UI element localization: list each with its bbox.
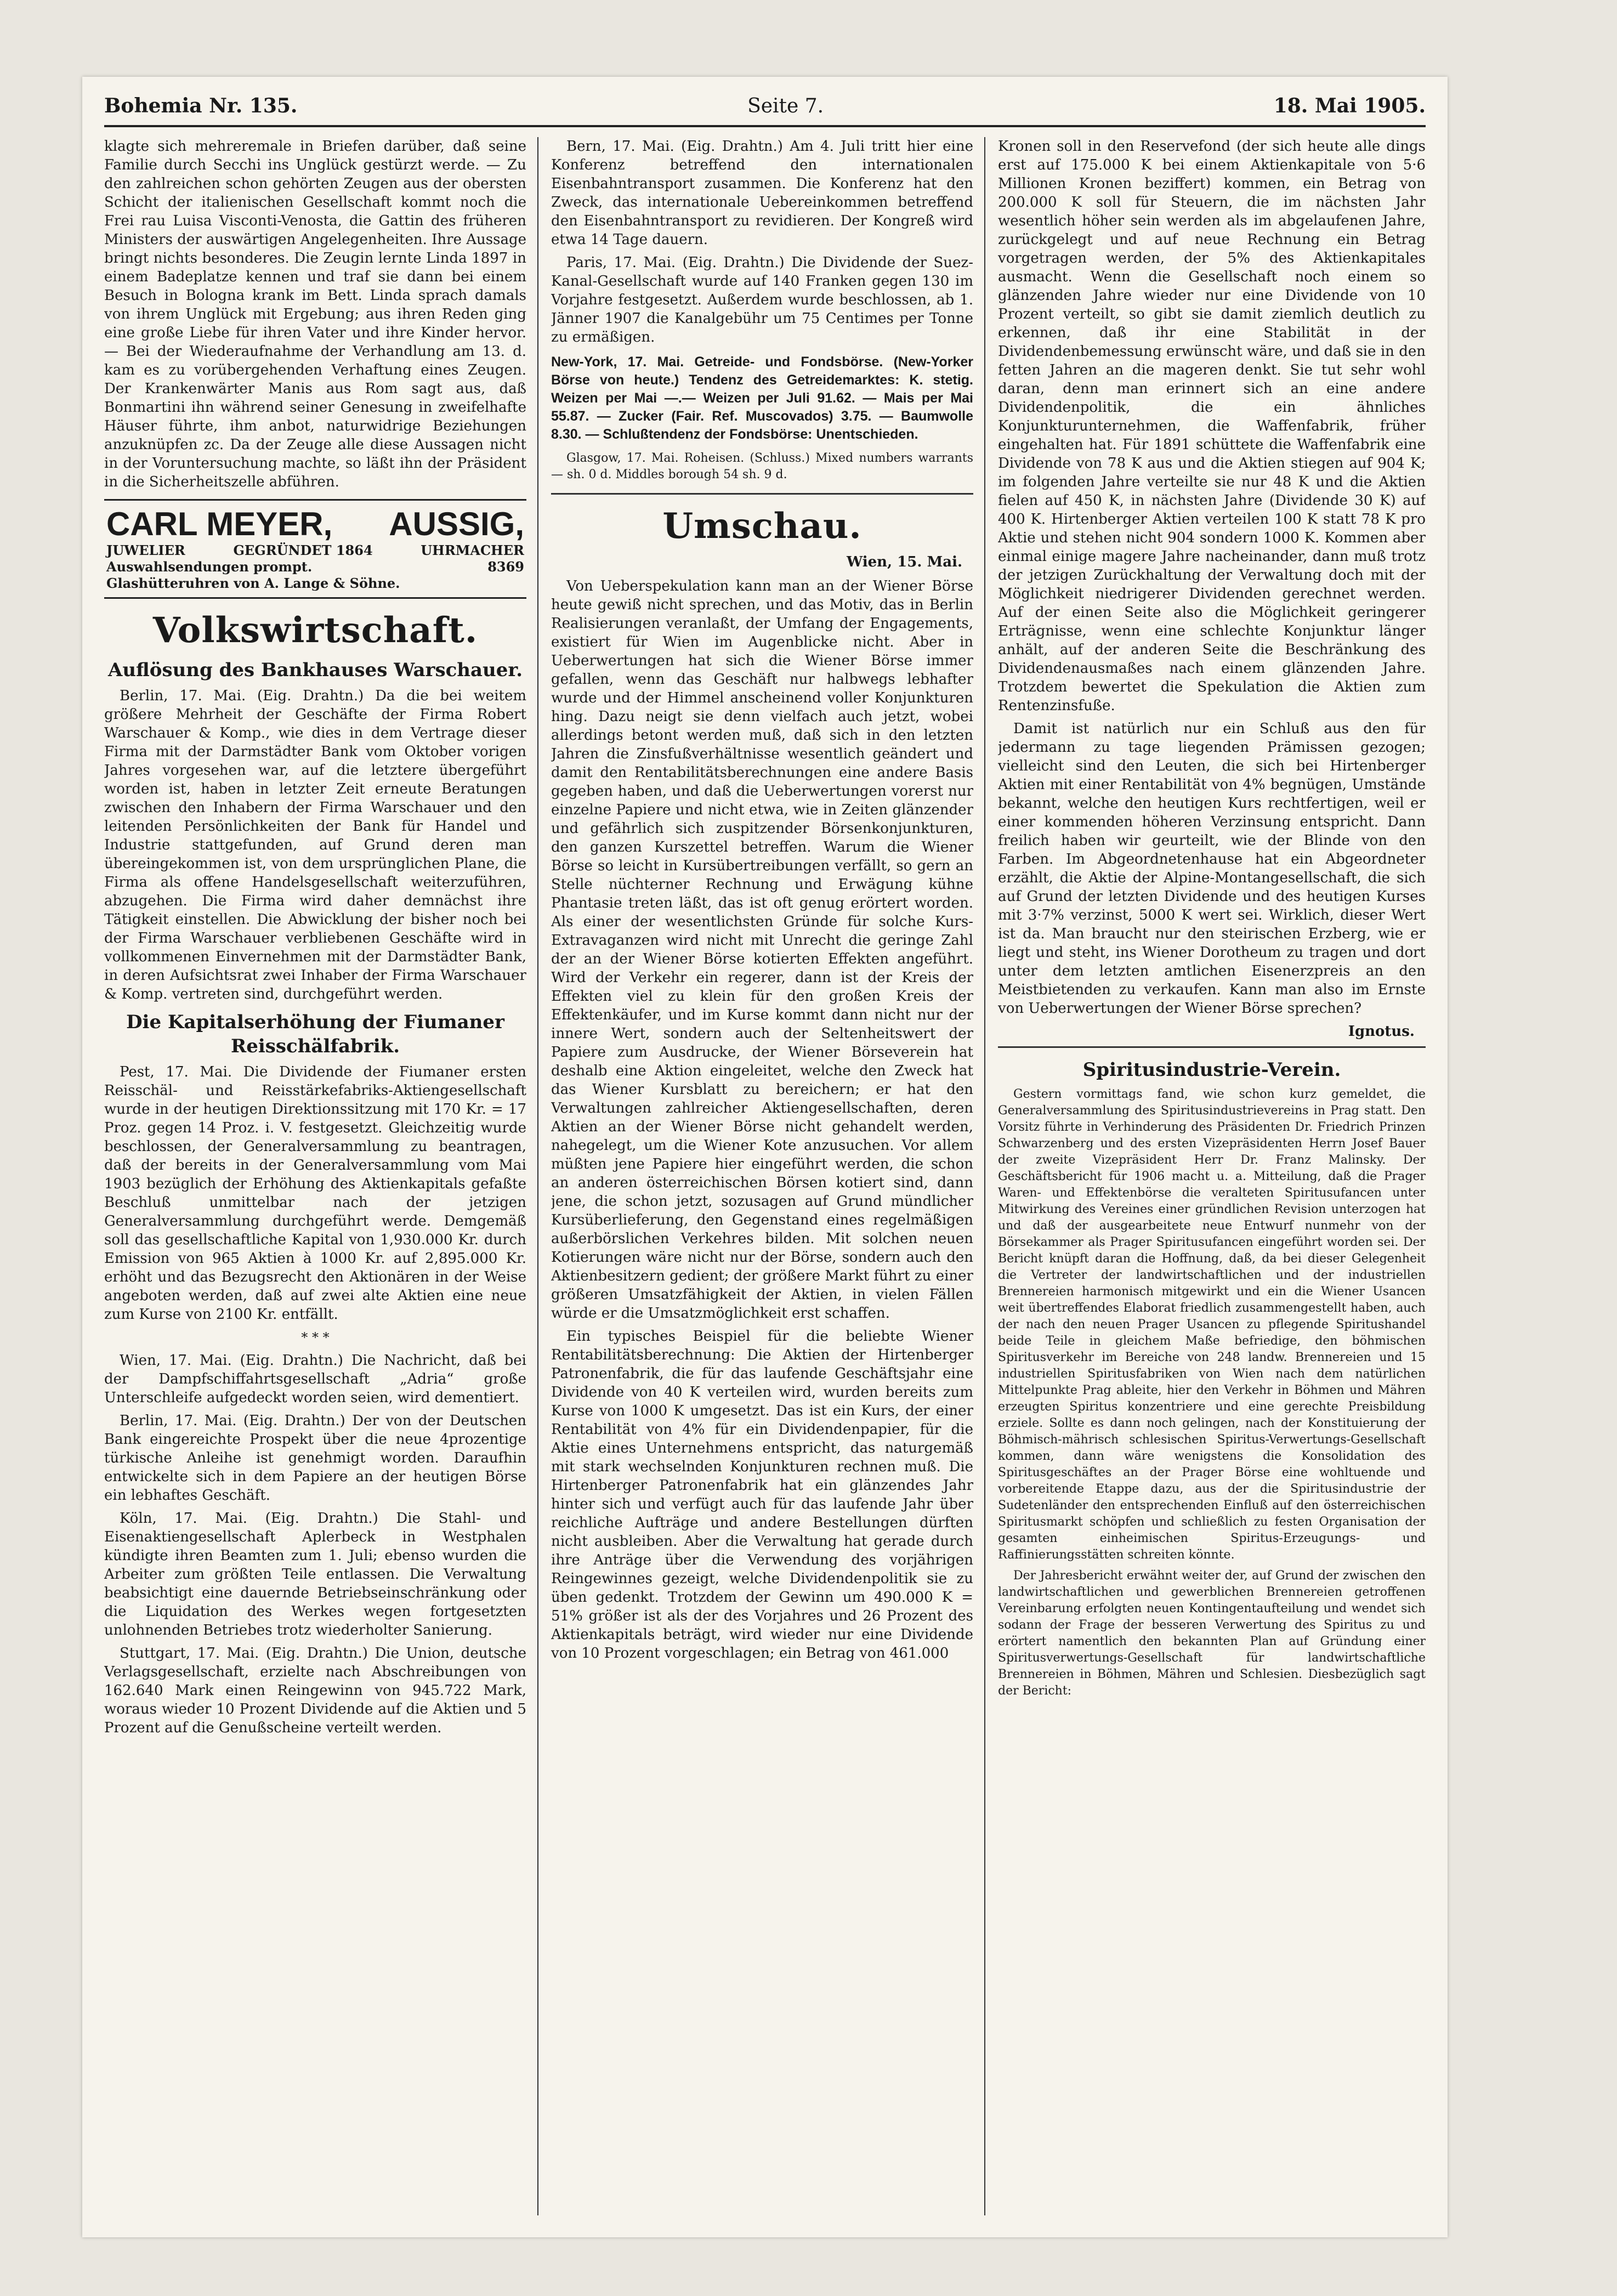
ad-line: Auswahlsendungen prompt. bbox=[106, 559, 313, 575]
section-heading: Volkswirtschaft. bbox=[152, 610, 478, 651]
column-divider bbox=[537, 137, 538, 2215]
article-text: klagte sich mehreremale in Briefen darüber, daß seine Familie durch Secchi ins Unglück gestürzt werde. — Zu den zahlreichen schon gehörten Zeugen aus der obersten Schicht der italienischen Gesellschaft kommt noch die Frei rau Luisa Visconti-Venosta, die Gattin des früheren Ministers der auswärtigen Angelegenheiten. Ihre Aussage bringt nichts besonderes. Die Zeugin lernte Linda 1897 in einem Badeplatze kennen und traf sie dann bei einem Besuch in Bologna krank im Bett. Linda sprach damals von ihrem Unglück mit Ergebung; aus ihren Reden ging eine große Liebe für ihren Vater und ihre Kinder hervor. — Bei der Wiederaufnahme der Verhandlung am 13. d. kam es zu vorübergehenden Verhaftung eines Zeugen. Der Krankenwärter Manis aus Rom sagt aus, daß Bonmartini ihn während seiner Genesung in zweifelhafte Häuser führte, ihm anbot, naturwidrige Beziehungen anzuknüpfen zc. Da der Zeuge alle diese Aussagen nicht in der Voruntersuchung machte, so läßt ihn der Präsident in die Sicherheitszelle abführen. bbox=[104, 138, 526, 490]
column-1 bbox=[104, 137, 526, 2215]
dateline: Wien, 15. Mai. bbox=[846, 554, 962, 570]
advertisement-carl-meyer bbox=[104, 499, 526, 599]
column-3 bbox=[998, 137, 1426, 2215]
divider bbox=[551, 493, 973, 495]
article-text: Von Ueberspekulation kann man an der Wiener Börse heute gewiß nicht sprechen, und das Motiv, das in Berlin Realisierungen veranlaßt, der Umfang der Engagements, existiert für Wien im Augenblicke nicht. Aber in Ueberwertungen hat sich die Wiener Börse immer gefallen, wenn das Geschäft nur halbwegs lebhafter wurde und der Himmel anscheinend voller Konjunkturen hing. Dazu neigt sie denn vielfach auch jetzt, wobei allerdings betont werden muß, daß sich in den letzten Jahren die Zinsfußverhältnisse wesentlich geändert und damit den Rentabilitätsberechnungen eine andere Basis gegeben haben, und daß die Ueberwertungen vorerst nur einzelne Papiere und nicht etwa, wie in Zeiten glänzender und gefährlich sich zuspitzender Börsenkonjunkturen, den ganzen Kurszettel betreffen. Warum die Wiener Börse so leicht in Kursübertreibungen verfällt, so gern an Stelle nüchterner Rechnung und Erwägung kühne Phantasie treten läßt, das ist oft genug erörtert worden. Als einer der wesentlichsten Gründe für solche Kurs-Extravaganzen wird nicht mit Unrecht die geringe Zahl der an der Wiener Börse kotierten Effekten angeführt. Wird der Verkehr ein regerer, dann ist der Kreis der Effekten viel zu klein für den großen Kreis der Effektenkäufer, und im Kurse kommt dann nicht nur der innere Wert, sondern auch der Seltenheitswert der Papiere zum Ausdrucke, der Wiener Börseverein hat deshalb eine Aktion eingeleitet, welche den Zweck hat das Wiener Kursblatt zu bereichern; er hat den Verwaltungen zahlreicher Aktiengesellschaften, deren Aktien an der Wiener Börse nicht gehandelt werden, nahegelegt, um die Wiener Kote anzusuchen. Vor allem müßten jene Papiere hier eingeführt werden, die schon an anderen österreichischen Börsen kotiert sind, dann jene, die schon jetzt, sozusagen auf Grund mündlicher Kursüberlieferung, den Gegenstand eines regelmäßigen außerbörslichen Verkehres bilden. Mit solchen neuen Kotierungen wäre nicht nur der Börse, sondern auch den Aktienbesitzern gedient; der größere Markt führt zu einer größeren Umsatzfähigkeit der Aktien, in vielen Fällen würde er die Umsatzmöglichkeit erst schaffen. bbox=[551, 578, 973, 1322]
article-text: Der Jahresbericht erwähnt weiter der, auf Grund der zwischen den landwirtschaftlichen und gewerblichen Brennereien getroffenen Vereinbarung erfolgten neuen Kontingentaufteilung und wendet sich sodann der Frage der besseren Verwertung des Spiritus zu und erörtert namentlich den bekannten Plan auf Gründung einer Spiritusverwertungs-Gesellschaft für landwirtschaftliche Brennereien in Böhmen, Mähren und Schlesien. Diesbezüglich sagt der Bericht: bbox=[998, 1569, 1426, 1698]
separator-stars: * * * bbox=[301, 1330, 330, 1345]
market-report: New-York, 17. Mai. Getreide- und Fondsbörse. (New-Yorker Börse von heute.) Tendenz des Getreidemarktes: K. stetig. Weizen per Mai —.— Weizen per Juli 91.62. — Mais per Mai 55.87. — Zucker (Fair. Ref. Muscovados) 3.75. — Baumwolle 8.30. — Schlußtendenz der Fondsbörse: Unentschieden. bbox=[551, 354, 973, 442]
article-text: Pest, 17. Mai. Die Dividende der Fiumaner ersten Reisschäl- und Reisstärkefabriks-Aktiengesellschaft wurde in der heutigen Direktionssitzung mit 170 Kr. = 17 Proz. gegen 14 Proz. i. V. festgesetzt. Gleichzeitig wurde beschlossen, der Generalversammlung zu beantragen, daß der bereits in der Generalversammlung vom Mai 1903 bezüglich der Erhöhung des Aktienkapitals gefaßte Beschluß unmittelbar nach der jetzigen Generalversammlung durchgeführt werde. Demgemäß soll das gesellschaftliche Kapital von 1,930.000 Kr. durch Emission von 965 Aktien à 1000 Kr. auf 2,895.000 Kr. erhöht und das Bezugsrecht den Aktionären in der Weise angeboten werden, daß auf zwei alte Aktien eine neue zum Kurse von 2100 Kr. entfällt. bbox=[104, 1064, 526, 1323]
page-number: Seite 7. bbox=[747, 94, 824, 117]
ad-founded: GEGRÜNDET 1864 bbox=[233, 542, 373, 558]
article-text: Kronen soll in den Reservefond (der sich heute alle dings erst auf 175.000 K bei einem Aktienkapitale von 5·6 Millionen Kronen beziffert) kommen, ein Betrag von 200.000 K soll für Steuern, die im nächsten Jahr wesentlich höher sein werden als im abgelaufenen Jahre, zurückgelegt und auf neue Rechnung ein Betrag vorgetragen werden, der 5% des Aktienkapitales ausmacht. Wenn die Gesellschaft noch einem so glänzenden Jahre wieder nur eine Dividende von 10 Prozent verteilt, so gibt sie damit ziemlich deutlich zu erkennen, daß ihr eine Stabilität in der Dividendenbemessung erwünscht wäre, und daß sie in den fetten Jahren an die mageren denkt. Sie tut sehr wohl daran, denn man erinnert sich an eine andere Dividendenpolitik, die ein ähnliches Konjunkturunternehmen, die Waffenfabrik, früher eingehalten hat. Für 1891 schüttete die Waffenfabrik eine Dividende von 78 K aus und die Aktien stiegen auf 904 K; im folgenden Jahre verteilte sie nur 48 K und die Aktien fielen auf 450 K, in nächsten Jahre (Dividende 30 K) auf 400 K. Hirtenberger Aktien verteilen 100 K statt 78 K pro Aktie und stehen nicht 904 sondern 1000 K. Kommen aber einmal einige magere Jahre nacheinander, dann muß trotz der jetzigen Zurückhaltung der Verwaltung doch mit der Möglichkeit niedrigerer Dividenden gerechnet werden. Auf der einen Seite also die Möglichkeit geringerer Erträgnisse, wenn eine schlechte Konjunktur länger anhält, auf der anderen Seite die Beschränkung des Dividendenausmaßes nach einem glänzenden Jahre. Trotzdem bewertet die Spekulation die Aktien zum Rentenzinsfuße. bbox=[998, 138, 1426, 714]
issue-date: 18. Mai 1905. bbox=[1273, 94, 1426, 117]
newspaper-page bbox=[82, 77, 1448, 2237]
article-text: Stuttgart, 17. Mai. (Eig. Drahtn.) Die Union, deutsche Verlagsgesellschaft, erzielte nach Abschreibungen von 162.640 Mark einen Reingewinn von 945.722 Mark, woraus wieder 10 Prozent Dividende auf die Aktien und 5 Prozent auf die Genußscheine verteilt werden. bbox=[104, 1645, 526, 1736]
market-report: Glasgow, 17. Mai. Roheisen. (Schluss.) Mixed numbers warrants — sh. 0 d. Middles borough 54 sh. 9 d. bbox=[551, 451, 973, 481]
page-header bbox=[104, 87, 1426, 127]
masthead-issue: Bohemia Nr. 135. bbox=[104, 94, 298, 117]
article-text: Wien, 17. Mai. (Eig. Drahtn.) Die Nachricht, daß bei der Dampfschiffahrtsgesellschaft „Adria“ große Unterschleife aufgedeckt worden seien, wird dementiert. bbox=[104, 1352, 526, 1406]
article-text: Bern, 17. Mai. (Eig. Drahtn.) Am 4. Juli tritt hier eine Konferenz betreffend den internationalen Eisenbahntransport zusammen. Die Konferenz hat den Zweck, das internationale Uebereinkommen betreffend den Eisenbahntransport zu revidieren. Der Kongreß wird etwa 14 Tage dauern. bbox=[551, 138, 973, 248]
article-text: Paris, 17. Mai. (Eig. Drahtn.) Die Dividende der Suez-Kanal-Gesellschaft wurde auf 140 Franken gegen 130 im Vorjahre festgesetzt. Außerdem wurde beschlossen, ab 1. Jänner 1907 die Kanalgebühr um 75 Centimes per Tonne zu ermäßigen. bbox=[551, 254, 973, 345]
ad-number: 8369 bbox=[487, 559, 524, 575]
article-heading: Auflösung des Bankhauses Warschauer. bbox=[107, 659, 523, 681]
ad-name: CARL MEYER, bbox=[106, 506, 333, 542]
article-text: Gestern vormittags fand, wie schon kurz gemeldet, die Generalversammlung des Spiritusindustrievereins in Prag statt. Den Vorsitz führte in Verhinderung des Präsidenten Dr. Friedrich Prinzen Schwarzenberg und des ersten Vizepräsidenten Herrn Josef Bauer der zweite Vizepräsident Herr Dr. Franz Malinsky. Der Geschäftsbericht für 1906 macht u. a. Mitteilung, daß die Prager Waren- und Effektenbörse die veralteten Spiritusufancen unter Mitwirkung des Vereines einer gründlichen Revision unterzogen hat und daß der ausgearbeitete neue Entwurf nunmehr von der Börsekammer als Prager Spiritusufancen eingeführt worden sei. Der Bericht knüpft daran die Hoffnung, daß, da bei dieser Gelegenheit die Vertreter der landwirtschaftlichen und der industriellen Brennereien harmonisch mitgewirkt und ein die Wiener Usancen weit übertreffendes Elaborat friedlich zusammengestellt haben, auch der nach den neuen Prager Usancen zu pflegende Spiritushandel beide Teile in gleichem Maße befriedige, den böhmischen Spiritusverkehr im Bereiche von 248 landw. Brennereien und 15 industriellen Spiritusfabriken von Wien nach dem natürlichen Mittelpunkte Prag ableite, hier den Verkehr in Böhmen und Mähren erzeugten Spiritus konzentriere und eine gerechte Preisbildung erziele. Sollte es dann noch gelingen, nach der Konstituierung der Böhmisch-mährisch schlesischen Spiritus-Verwertungs-Gesellschaft kommen, dann wäre wenigstens die Konsolidation des Spiritusgeschäftes an der Prager Börse eine wohltuende und vorbereitende Etappe dazu, aus der die Spiritusindustrie der Sudetenländer den entsprechenden Einfluß auf den österreichischen Spiritusmarkt schöpfen und schließlich zu festen Organisation der gesamten einheimischen Spiritus-Erzeugungs- und Raffinierungsstätten schreiten könnte. bbox=[998, 1087, 1426, 1562]
article-heading: Die Kapitalserhöhung der Fiumaner Reisschälfabrik. bbox=[126, 1011, 504, 1057]
author-signature: Ignotus. bbox=[1348, 1023, 1415, 1040]
article-text: Berlin, 17. Mai. (Eig. Drahtn.) Da die bei weitem größere Mehrheit der Geschäfte der Firma Robert Warschauer & Komp., wie dies in dem Vertrage dieser Firma mit der Darmstädter Bank vom Oktober vorigen Jahres vorgesehen war, auf die letztere übergeführt worden ist, haben in letzter Zeit erneute Beratungen zwischen den Inhabern der Firma Warschauer und den leitenden Persönlichkeiten der Bank für Handel und Industrie stattgefunden, auf Grund deren man übereingekommen ist, von dem ursprünglichen Plane, die Firma als offene Handelsgesellschaft weiterzuführen, abzugehen. Die Firma wird daher demnächst ihre Tätigkeit einstellen. Die Abwicklung der bisher noch bei der Firma Warschauer verbliebenen Geschäfte wird in vollkommenen Einvernehmen mit der Darmstädter Bank, in deren Aufsichtsrat zwei Inhaber der Firma Warschauer & Komp. vertreten sind, durchgeführt werden. bbox=[104, 688, 526, 1002]
ad-trade-right: UHRMACHER bbox=[421, 542, 524, 558]
ad-line: Glashütteruhren von A. Lange & Söhne. bbox=[106, 575, 400, 591]
article-text: Ein typisches Beispiel für die beliebte Wiener Rentabilitätsberechnung: Die Aktien der Hirtenberger Patronenfabrik, die für das laufende Geschäftsjahr eine Dividende von 40 K verteilen wird, wurden bereits zum Kurse von 1000 K umgesetzt. Das ist ein Kurs, der einer Rentabilität von 4% für ein Dividendenpapier, für die Aktie eines Unternehmens entspricht, das naturgemäß mit stark wechselnden Konjunkturen rechnen muß. Die Hirtenberger Patronenfabrik hat ein glänzendes Jahr hinter sich und verfügt auch für das laufende Jahr über reichliche Aufträge und andere Bestellungen dürften nicht ausbleiben. Aber die Verwaltung hat gerade durch ihre Anträge über die Verwendung des vorjährigen Reingewinnes gezeigt, welche Dividendenpolitik sie zu üben gedenkt. Trotzdem der Gewinn um 490.000 K = 51% größer ist als der des Vorjahres und 26 Prozent des Aktienkapitals beträgt, wird wieder nur eine Dividende von 10 Prozent vorgeschlagen; ein Betrag von 461.000 bbox=[551, 1328, 973, 1662]
article-text: Damit ist natürlich nur ein Schluß aus den für jedermann zu tage liegenden Prämissen gezogen; vielleicht sind den Leuten, die sich bei Hirtenberger Aktien mit einer Rentabilität von 4% begnügen, Umstände bekannt, welche den heutigen Kurs rechtfertigen, weil er einer kommenden höheren Verzinsung entspricht. Dann freilich haben wir geurteilt, wie der Blinde von den Farben. Im Abgeordnetenhause hat ein Abgeordneter erzählt, die Aktie der Alpine-Montangesellschaft, die sich auf Grund der letzten Dividende und des heutigen Kurses mit 3·7% verzinst, 5000 K wert sei. Wirklich, dieser Wert ist da. Man braucht nur den steirischen Erzberg, wie er liegt und steht, ins Wiener Dorotheum zu tragen und dort unter dem letzten amtlichen Eisenerzpreis an den Meistbietenden zu verkaufen. Kann man also im Ernste von Ueberwertungen der Wiener Börse sprechen? bbox=[998, 721, 1426, 1017]
ad-city: AUSSIG, bbox=[389, 506, 524, 542]
ad-trade-left: JUWELIER bbox=[106, 542, 185, 558]
article-text: Berlin, 17. Mai. (Eig. Drahtn.) Der von der Deutschen Bank eingereichte Prospekt über die neue 4prozentige türkische Anleihe ist genehmigt worden. Daraufhin entwickelte sich in dem Papiere an der heutigen Börse ein lebhaftes Geschäft. bbox=[104, 1413, 526, 1504]
section-heading: Umschau. bbox=[662, 506, 862, 547]
column-2 bbox=[551, 137, 973, 2215]
article-heading: Spiritusindustrie-Verein. bbox=[1082, 1059, 1341, 1081]
article-text: Köln, 17. Mai. (Eig. Drahtn.) Die Stahl- und Eisenaktiengesellschaft Aplerbeck in Westphalen kündigte ihren Beamten zum 1. Juli; ebenso wurden die Arbeiter zum größten Teile entlassen. Die Verwaltung beabsichtigt eine dauernde Betriebseinschränkung oder die Liquidation des Werkes wegen fortgesetzten unlohnenden Betriebes trotz wiederholter Sanierung. bbox=[104, 1510, 526, 1639]
column-divider bbox=[984, 137, 985, 2215]
